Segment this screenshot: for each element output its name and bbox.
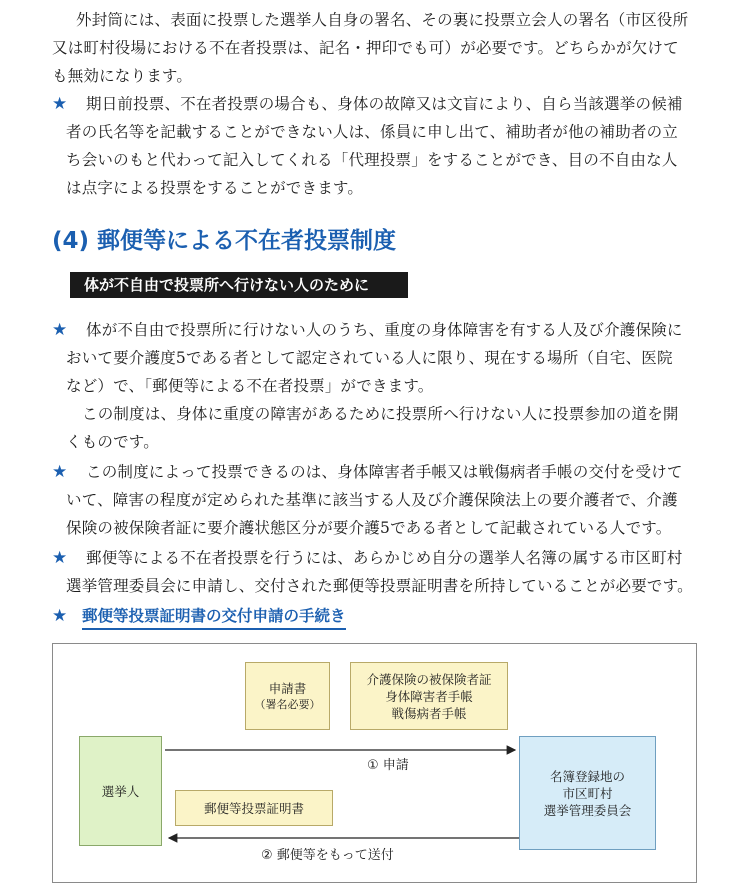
- committee-line: 選挙管理委員会: [543, 802, 632, 818]
- bullet-line: など）で、「郵便等による不在者投票」ができます。: [66, 377, 434, 395]
- bullet-line: いて、障害の程度が定められた基準に該当する人及び介護保険法上の要介護者で、介護: [66, 491, 678, 509]
- star-icon: ★: [52, 548, 68, 568]
- section-title: (4) 郵便等による不在者投票制度: [52, 228, 397, 254]
- committee-line: 名簿登録地の: [549, 768, 625, 784]
- step2-label: ② 郵便等をもって送付: [261, 848, 394, 863]
- bullet-line: おいて要介護度5である者として認定されている人に限り、現在する場所（自宅、医院: [66, 349, 673, 367]
- certificate-label: 郵便等投票証明書: [203, 800, 304, 816]
- paragraph-line: 外封筒には、表面に投票した選挙人自身の署名、その裏に投票立会人の署名（市区役所: [76, 11, 689, 29]
- paragraph-line: も無効になります。: [52, 67, 193, 85]
- application-form-title: 申請書: [268, 681, 307, 696]
- application-form-note: （署名必要）: [254, 698, 321, 711]
- step1-label: ① 申請: [367, 758, 409, 773]
- bullet-line: ち会いのもと代わって記入してくれる「代理投票」をすることができ、目の不自由な人: [66, 151, 678, 169]
- bullet-line: 保険の被保険者証に要介護状態区分が要介護5である者として記載されている人です。: [66, 519, 672, 537]
- bullet-line: この制度は、身体に重度の障害があるために投票所へ行けない人に投票参加の道を開: [82, 405, 679, 423]
- voter-box: [79, 736, 162, 846]
- procedure-diagram: [52, 643, 697, 883]
- election-committee-box: [519, 736, 656, 850]
- star-icon: ★: [52, 94, 68, 114]
- bullet-line: 選挙管理委員会に申請し、交付された郵便等投票証明書を所持していることが必要です。: [66, 577, 693, 595]
- bullet-line: この制度によって投票できるのは、身体障害者手帳又は戦傷病者手帳の交付を受けて: [86, 463, 683, 481]
- document-item: 戦傷病者手帳: [391, 705, 467, 721]
- bullet-line: 者の氏名等を記載することができない人は、係員に申し出て、補助者が他の補助者の立: [66, 123, 678, 141]
- star-icon: ★: [52, 320, 68, 340]
- section-banner-text: 体が不自由で投票所へ行けない人のために: [84, 276, 370, 294]
- document-item: 身体障害者手帳: [385, 688, 473, 704]
- paragraph-line: 又は町村役場における不在者投票は、記名・押印でも可）が必要です。どちらかが欠けて: [52, 39, 679, 57]
- bullet-line: は点字による投票をすることができます。: [66, 179, 364, 197]
- bullet-line: 郵便等による不在者投票を行うには、あらかじめ自分の選挙人名簿の属する市区町村: [86, 549, 683, 567]
- section-banner: [70, 272, 408, 298]
- documents-box: [350, 662, 508, 730]
- star-icon: ★: [52, 462, 68, 482]
- bullet-line: 体が不自由で投票所に行けない人のうち、重度の身体障害を有する人及び介護保険に: [86, 321, 683, 339]
- bullet-line: 期日前投票、不在者投票の場合も、身体の故障又は文盲により、自ら当該選挙の候補: [86, 95, 683, 113]
- star-icon: ★: [52, 606, 68, 626]
- procedure-heading: 郵便等投票証明書の交付申請の手続き: [82, 606, 346, 630]
- certificate-box: [175, 790, 333, 826]
- application-form-box: [245, 662, 330, 730]
- committee-line: 市区町村: [562, 785, 613, 801]
- voter-label: 選挙人: [101, 783, 140, 799]
- bullet-line: くものです。: [66, 433, 159, 451]
- document-item: 介護保険の被保険者証: [366, 671, 492, 687]
